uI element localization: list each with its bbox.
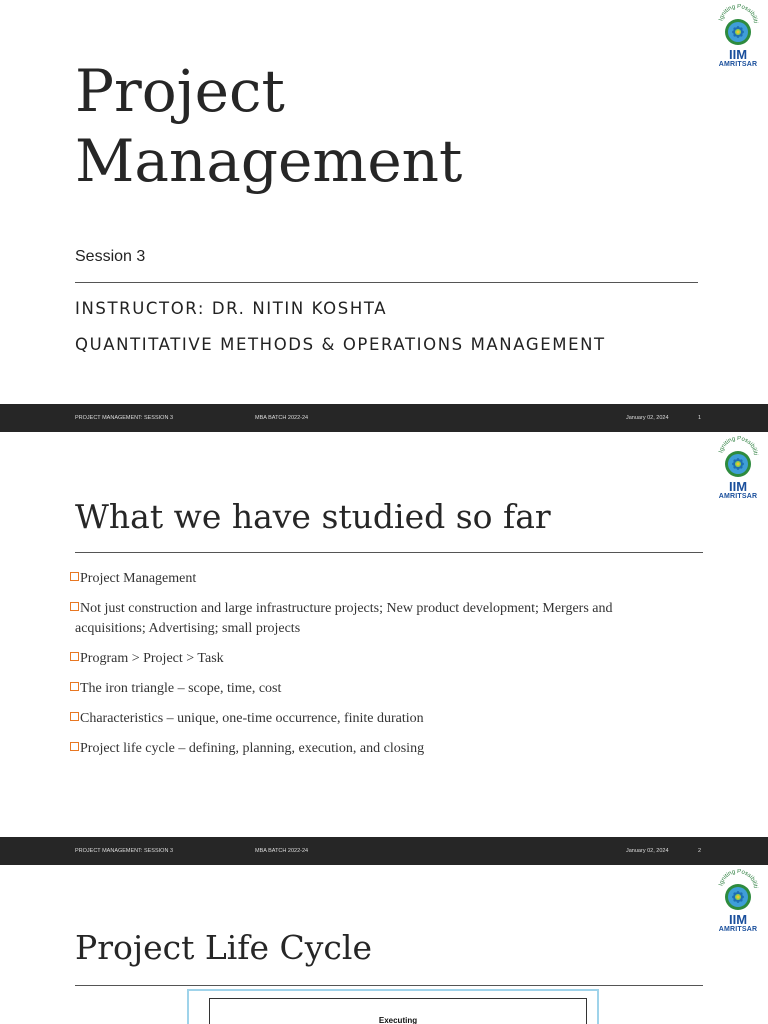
iim-amritsar-logo [716,4,760,69]
svg-text:Igniting Possibilities: Igniting Possibiliti [718,436,758,456]
flower-emblem-icon [716,4,760,48]
slide-title [75,56,635,196]
slide-2 [0,432,768,837]
iim-amritsar-logo [716,436,760,501]
footer-course: PROJECT MANAGEMENT: SESSION 3 [75,848,174,854]
svg-text:Igniting Possibilities: Igniting Possibiliti [718,4,758,24]
list-item: Project Management [75,569,675,589]
title-line-1: Project [75,57,285,125]
footer-date: January 02, 2024 [626,848,669,854]
divider [75,985,703,986]
divider [75,552,703,553]
diagram-frame [209,998,587,1024]
footer-page-number: 2 [698,848,702,854]
bullet-box-icon [70,572,79,581]
list-item: Not just construction and large infrastructure projects; New product development; Mergers and acquisitions; Advertising; small projects [75,599,675,639]
flower-emblem-icon [716,869,760,913]
life-cycle-diagram [187,989,599,1024]
bullet-box-icon [70,682,79,691]
list-item: The iron triangle – scope, time, cost [75,679,675,699]
instructor-line: INSTRUCTOR: DR. NITIN KOSHTA [75,299,388,318]
slide-footer-1 [0,404,768,432]
footer-page-number: 1 [698,415,702,421]
bullet-box-icon [70,742,79,751]
list-item: Project life cycle – defining, planning, execution, and closing [75,739,675,759]
bullet-box-icon [70,652,79,661]
bullet-box-icon [70,712,79,721]
svg-text:Igniting Possibilities: Igniting Possibiliti [718,869,758,889]
list-item: Program > Project > Task [75,649,675,669]
slide-1 [0,0,768,404]
logo-iim-text: IIM [728,479,748,494]
slide-3 [0,865,768,1024]
footer-course: PROJECT MANAGEMENT: SESSION 3 [75,415,174,421]
footer-date: January 02, 2024 [626,415,669,421]
slide-title: What we have studied so far [75,497,551,536]
logo-iim-text: IIM [728,912,748,927]
footer-batch: MBA BATCH 2022-24 [255,848,309,854]
logo-city-text: AMRITSAR [718,926,758,933]
department-line: QUANTITATIVE METHODS & OPERATIONS MANAGEMENT [75,335,606,354]
bullet-list [75,569,675,769]
bullet-box-icon [70,602,79,611]
slide-title: Project Life Cycle [75,928,372,967]
diagram-phase-label: Executing [378,1016,418,1024]
list-item: Characteristics – unique, one-time occurrence, finite duration [75,709,675,729]
logo-city-text: AMRITSAR [718,61,758,68]
logo-iim-text: IIM [728,47,748,62]
title-line-2: Management [75,127,463,195]
slide-footer-2 [0,837,768,865]
divider [75,282,698,283]
iim-amritsar-logo [716,869,760,934]
flower-emblem-icon [716,436,760,480]
logo-city-text: AMRITSAR [718,493,758,500]
footer-batch: MBA BATCH 2022-24 [255,415,309,421]
session-subtitle: Session 3 [75,248,146,265]
